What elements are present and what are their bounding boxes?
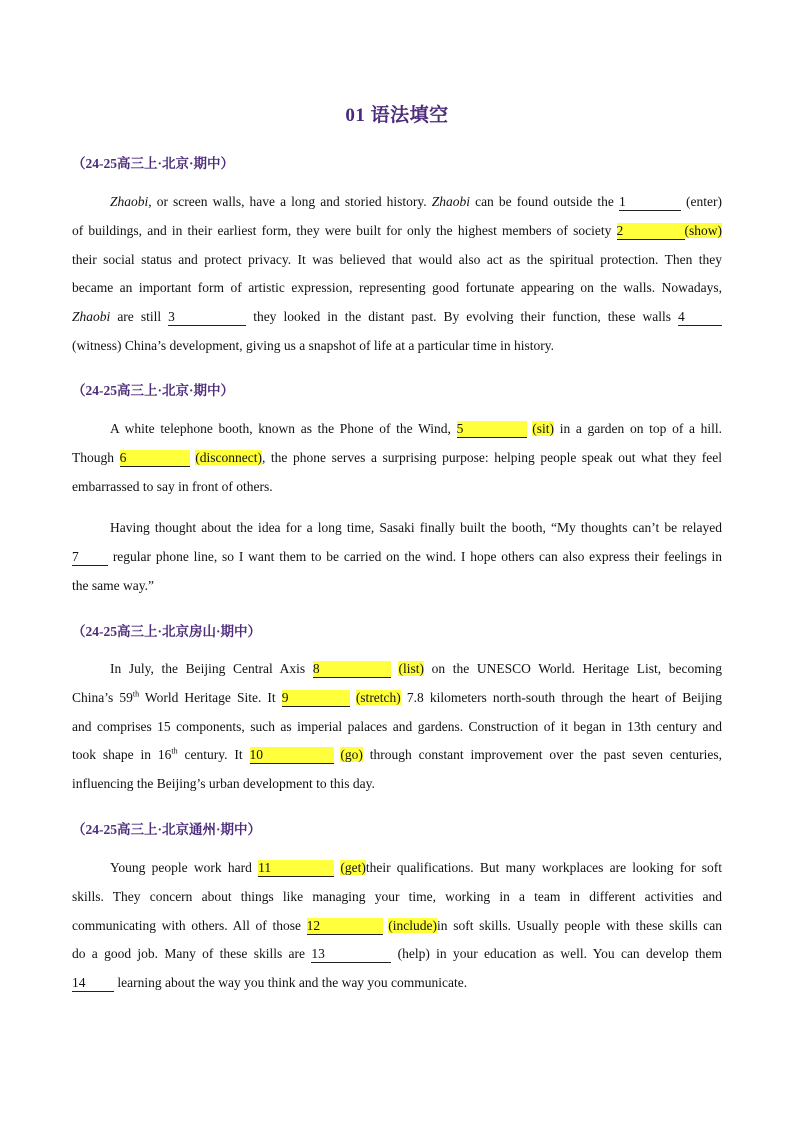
blank-10[interactable]: 10	[250, 747, 334, 764]
source-label: （24-25高三上·北京·期中）	[72, 156, 234, 171]
text-line	[72, 684, 722, 713]
text-line	[72, 854, 722, 883]
text-run: World Heritage Site. It	[139, 689, 276, 705]
text-line	[72, 303, 722, 332]
source-label: （24-25高三上·北京通州·期中）	[72, 822, 261, 837]
text-run: in a garden on top of a hill.	[559, 421, 723, 436]
text-run: their qualifications. But many workplaces are looking for soft	[365, 860, 723, 875]
text-line: embarrassed to say in front of others.	[72, 478, 273, 494]
text-run: they looked in the distant past. By evolving their function, these walls	[253, 309, 671, 325]
text-line	[72, 543, 722, 572]
text-line	[72, 912, 722, 941]
text-line: skills. They concern about things like managing your time, working in a team in different activities and	[72, 888, 722, 904]
text-run: , the phone serves a surprising purpose: helping people speak out what they feel	[261, 449, 723, 465]
text-run: through constant improvement over the past seven centuries,	[369, 747, 723, 763]
text-run: th	[171, 746, 178, 756]
hint-8: (list)	[398, 661, 424, 676]
text-run: can be found outside the	[470, 194, 614, 209]
text-run: th	[132, 689, 140, 699]
blank-1[interactable]: 1	[619, 194, 681, 211]
source-label: （24-25高三上·北京·期中）	[72, 383, 234, 398]
text-line: Having thought about the idea for a long time, Sasaki finally built the booth, “My thoughts can’t be relayed	[110, 520, 722, 535]
text-line: their social status and protect privacy. It was believed that would also act as the spiritual protection. Then they	[72, 251, 722, 267]
passage-2	[72, 415, 722, 501]
text-line	[72, 741, 722, 770]
text-line	[72, 444, 722, 473]
text-line: (witness) China’s development, giving us a snapshot of life at a particular time in history.	[72, 337, 555, 353]
hint-10: (go)	[340, 747, 363, 763]
hint-6: (disconnect)	[195, 449, 262, 465]
blank-2[interactable]: 2	[617, 223, 685, 240]
text-line: influencing the Beijing’s urban development to this day.	[72, 776, 375, 792]
text-line	[72, 940, 722, 969]
text-line: the same way.”	[72, 577, 154, 593]
text-run: took shape in 16	[72, 747, 172, 763]
text-run: are still	[117, 309, 162, 325]
text-run: China’s 59	[72, 689, 133, 705]
text-run: (help) in your education as well. You can develop them	[397, 946, 723, 962]
text-line: became an important form of artistic expression, representing good fortunate appearing on the walls. Nowadays,	[72, 280, 722, 296]
blank-9[interactable]: 9	[282, 690, 350, 707]
text-run: do a good job. Many of these skills are	[72, 946, 305, 962]
text-run: Zhaobi	[72, 309, 111, 325]
text-line	[72, 655, 722, 684]
blank-12[interactable]: 12	[307, 918, 383, 935]
text-run: century. It	[177, 747, 243, 763]
blank-8[interactable]: 8	[313, 661, 391, 678]
text-run: Zhaobi	[110, 194, 149, 209]
text-run: Zhaobi	[431, 194, 470, 209]
hint-12: (include)	[388, 917, 438, 933]
blank-13[interactable]: 13	[311, 946, 391, 963]
passage-1	[72, 188, 722, 361]
text-line	[72, 217, 722, 246]
text-run: learning about the way you think and the way you communicate.	[117, 975, 468, 991]
text-run: Though	[72, 449, 114, 465]
hint-2: (show)	[684, 222, 722, 238]
text-run: regular phone line, so I want them to be carried on the wind. I hope others can also express their feelings in	[112, 548, 723, 564]
blank-3[interactable]: 3	[168, 309, 246, 326]
text-line	[72, 188, 722, 217]
text-run: (enter)	[686, 194, 722, 209]
hint-5: (sit)	[532, 421, 555, 436]
page-title: 01 语法填空	[345, 105, 449, 126]
text-run: communicating with others. All of those	[72, 917, 301, 933]
text-run: of buildings, and in their earliest form, they were built for only the highest members of society	[72, 222, 612, 238]
text-line	[72, 415, 722, 444]
text-line: and comprises 15 components, such as imperial palaces and gardens. Construction of it began in 13th century and	[72, 718, 722, 734]
passage-2b	[72, 514, 722, 600]
text-run: In July, the Beijing Central Axis	[110, 661, 306, 676]
blank-14[interactable]: 14	[72, 975, 114, 992]
blank-4[interactable]: 4	[678, 309, 722, 326]
blank-6[interactable]: 6	[120, 450, 190, 467]
blank-5[interactable]: 5	[457, 421, 527, 438]
text-run: Young people work hard	[110, 860, 252, 875]
text-line	[72, 969, 722, 998]
text-run: A white telephone booth, known as the Phone of the Wind,	[110, 421, 451, 436]
blank-11[interactable]: 11	[258, 860, 334, 877]
passage-3	[72, 655, 722, 799]
text-run: 7.8 kilometers north-south through the heart of Beijing	[406, 689, 722, 705]
text-run: in soft skills. Usually people with these skills can	[437, 917, 722, 933]
blank-7[interactable]: 7	[72, 549, 108, 566]
hint-9: (stretch)	[355, 689, 401, 705]
text-run: , or screen walls, have a long and storied history.	[148, 194, 432, 209]
text-run: on the UNESCO World. Heritage List, becoming	[431, 661, 723, 676]
hint-11: (get)	[340, 860, 366, 875]
source-label: （24-25高三上·北京房山·期中）	[72, 624, 261, 639]
passage-4	[72, 854, 722, 998]
